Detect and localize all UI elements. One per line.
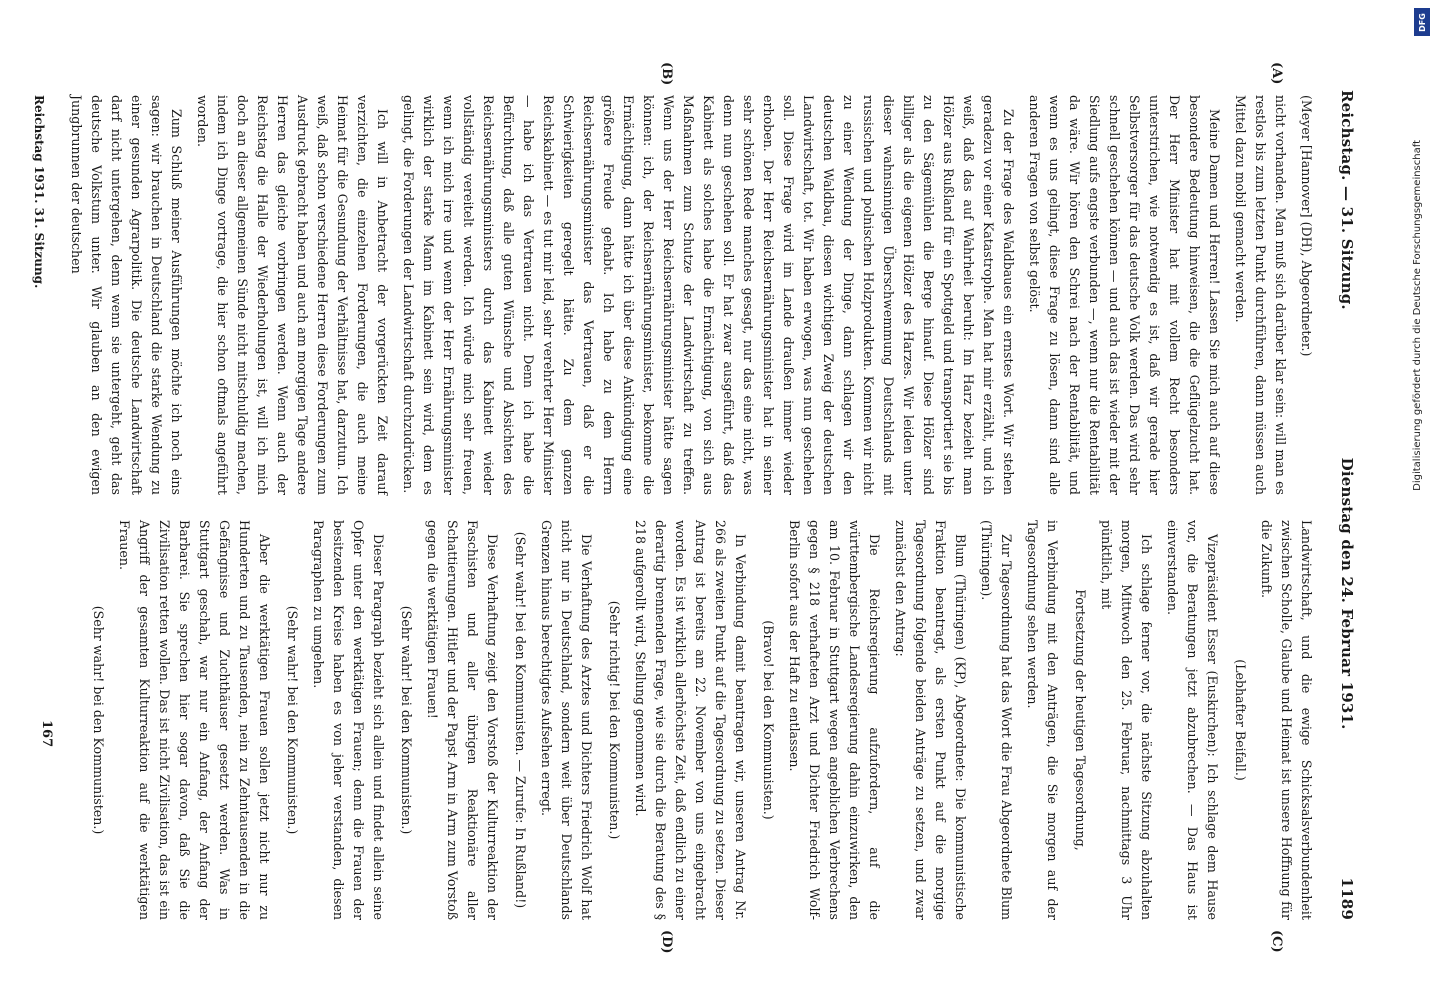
interjection: (Lebhafter Beifall.) <box>1233 659 1248 781</box>
paragraph: In Verbindung damit beantragen wir, unseren Antrag Nr. 266 als zweiten Punkt auf die Tagesordnung zu setzen. Dieser Antrag ist bereits am 22. November von uns eingebracht worden. Es ist wirklich allerhöchste Zeit, daß endlich zu einer derartig brennenden Frage, wie sie durch die Beratung des § 218 aufgerollt wird, Stellung genommen wird. <box>633 520 748 920</box>
interjection: (Sehr wahr! bei den Kommunisten.) <box>285 605 300 835</box>
interjection: (Sehr wahr! bei den Kommunisten. — Zurufe: In Rußland!) <box>513 531 528 909</box>
agenda-item: Fortsetzung der heutigen Tagesordnung, <box>1073 589 1088 851</box>
paragraph: Ich schlage ferner vor, die nächste Sitzung abzuhalten morgen, Mittwoch den 25. Februar, nachmittags 3 Uhr pünktlich, mit <box>1099 520 1154 920</box>
margin-marker-b: (B) <box>659 62 674 86</box>
paragraph: Zum Schluß meiner Ausführungen möchte ich noch eins sagen: wir brauchen in Deutschland die starke Wendung zu einer gesunden Agrarpolitik. Die deutsche Landwirtschaft darf nicht untergehen, denn wenn sie untergeht, geht das deutsche Volkstum unter. Wir glauben an den ewigen Jungbrunnen der deutschen <box>69 95 184 495</box>
header-page-number: 1189 <box>1338 877 1356 920</box>
dfg-logo-icon <box>1414 8 1430 36</box>
interjection: (Sehr richtig! bei den Kommunisten.) <box>607 600 622 840</box>
speaker-line: (Meyer [Hannover] (DH), Abgeordneter.) <box>1299 95 1314 357</box>
credit-sidebar <box>1412 140 1430 900</box>
motion-text: Die Reichsregierung aufzufordern, auf die württembergische Landesregierung dahin einzuwirken, den am 10. Februar in Stuttgart wegen angeblichen Verbrechens gegen § 218 verhafteten Arzt und Dichter Friedrich Wolf-Berlin sofort aus der Haft zu entlassen. <box>787 520 882 920</box>
paragraph: nicht vorhanden. Man muß sich darüber klar sein: will man es restlos bis zum letzten Punkt durchführen, dann müssen auch Mittel dazu mobil gemacht werden. <box>1233 95 1288 495</box>
margin-marker-a: (A) <box>1269 62 1284 85</box>
dfg-logo-text: DFG <box>1417 12 1427 32</box>
page-header <box>1328 90 1356 920</box>
header-date: Dienstag den 24. Februar 1931. <box>1338 457 1356 730</box>
paragraph: Ich will in Anbetracht der vorgerückten Zeit darauf verzichten, die einzelnen Forderungen, die auch meine Heimat für die Gesundung der Verhältnisse hat, darzutun. Ich weiß, daß schon verschiedene Herren diese Forderungen zum Ausdruck gebracht haben und auch am morgigen Tage andere Herren das gleiche vorbringen werden. Wenn auch der Reichstag die Halle der Wiederholungen ist, will ich mich doch an dieser allgemeinen Sünde nicht mitschuldig machen, indem ich Dinge vortrage, die hier schon oftmals angeführt worden. <box>195 95 390 495</box>
header-session: Reichstag. — 31. Sitzung. <box>1338 90 1356 310</box>
paragraph: Diese Verhaftung zeigt den Vorstoß der Kulturreaktion der Faschisten und aller übrigen Reaktionäre aller Schattierungen. Hitler und der Papst Arm in Arm zum Vorstoß gegen die werktätigen Frauen! <box>425 520 500 920</box>
interjection: (Sehr wahr! bei den Kommunisten.) <box>91 605 106 835</box>
margin-marker-c: (C) <box>1269 930 1284 953</box>
paragraph: Die Verhaftung des Arztes und Dichters Friedrich Wolf hat nicht nur in Deutschland, sondern weit über Deutschlands Grenzen hinaus berechtigtes Aufsehen erregt. <box>539 520 594 920</box>
interjection: (Bravo! bei den Kommunisten.) <box>761 620 776 820</box>
paragraph: Zu der Frage des Waldbaues ein ernstes Wort. Wir stehen geradezu vor einer Katastrophe. Man hat mir erzählt, und ich weiß, daß das auf Wahrheit beruht: Im Harz bezieht man Hölzer aus Rußland für ein Spottgeld und transportiert sie bis zu den Sägemühlen die Berge hinauf. Diese Hölzer sind billiger als die eigenen Hölzer des Harzes. Wir leiden unter dieser wahnsinnigen Überschwemmung Deutschlands mit russischen und polnischen Holzprodukten. Kommen wir nicht zu einer Wendung der Dinge, dann schlagen wir den deutschen Waldbau, diesen wichtigen Zweig der deutschen Landwirtschaft, tot. Wir haben erwogen, was nun geschehen soll. Diese Frage wird im Lande draußen immer wieder erhoben. Der Herr Reichsernährungsminister hat in seiner sehr schönen Rede manches gesagt, nur das eine nicht, was denn nun geschehen soll. Er hat zwar ausgeführt, daß das Kabinett als solches habe die Ermächtigung, von sich aus Maßnahmen zum Schutze der Landwirtschaft zu treffen. Wenn uns der Herr Reichsernährungsminister hätte sagen können: ich, der Reichsernährungsminister, bekomme die Ermächtigung, dann hätte ich über diese Ankündigung eine größere Freude gehabt. Ich habe zu dem Herrn Reichsernährungsminister das Vertrauen, daß er die Schwierigkeiten geregelt hätte. Zu dem ganzen Reichskabinett — es tut mir leid, sehr verehrter Herr Minister — habe ich das Vertrauen nicht. Denn ich habe die Befürchtung, daß alle guten Wünsche und Absichten des Reichsernährungsministers durch das Kabinett wieder vollständig vereitelt werden. Ich würde mich sehr freuen, wenn ich mich irre und wenn der Herr Ernährungsminister wirklich der starke Mann im Kabinett sein wird, dem es gelingt, die Forderungen der Landwirtschaft durchzudrücken. <box>401 95 1016 495</box>
paragraph: Zur Tagesordnung hat das Wort die Frau Abgeordnete Blum (Thüringen). <box>979 520 1014 920</box>
interjection: (Sehr wahr! bei den Kommunisten.) <box>399 605 414 835</box>
footer-session: Reichstag 1931. 31. Sitzung. <box>32 95 46 289</box>
footer-signature: 167 <box>39 720 54 748</box>
margin-marker-d: (D) <box>659 930 674 954</box>
paragraph: Vizepräsident Esser (Euskirchen): Ich schlage dem Hause vor, die Beratungen jetzt abzubrechen. — Das Haus ist einverstanden. <box>1165 520 1220 920</box>
paragraph: Blum (Thüringen) (KP), Abgeordnete: Die kommunistische Fraktion beantragt, als ersten Punkt auf die morgige Tagesordnung folgende beiden Anträge zu setzen, und zwar zunächst den Antrag: <box>893 520 968 920</box>
paragraph: Landwirtschaft, und die ewige Schicksalsverbundenheit zwischen Scholle, Glaube und Heimat ist unsere Hoffnung für die Zukunft. <box>1259 520 1314 920</box>
left-column <box>60 95 1316 495</box>
paragraph: in Verbindung mit den Anträgen, die Sie morgen auf der Tagesordnung sehen werden. <box>1025 520 1060 920</box>
right-column <box>80 520 1316 920</box>
paragraph: Dieser Paragraph bezieht sich allein und findet allein seine Opfer unter den werktätigen Frauen; denn die Frauen der besitzenden Kreise haben es von jeher verstanden, diesen Paragraphen zu umgehen. <box>311 520 386 920</box>
credit-text: Digitalisierung gefördert durch die Deutsche Forschungsgemeinschaft <box>1412 140 1423 491</box>
paragraph: Aber die werktätigen Frauen sollen jetzt nicht nur zu Hunderten und zu Tausenden, nein zu Zehntausenden in die Gefängnisse und Zuchthäuser gesetzt werden. Was in Stuttgart geschah, war nur ein Anfang, der Anfang der Barbarei. Sie sprechen hier sogar davon, daß Sie die Zivilisation retten wollen. Das ist nicht Zivilisation, das ist ein Angriff der gesamten Kulturreaktion auf die werktätigen Frauen. <box>117 520 272 920</box>
paragraph: Meine Damen und Herren! Lassen Sie mich auch auf diese besondere Bedeutung hinweisen, die die Geflügelzucht hat. Der Herr Minister hat mit vollem Recht besonders unterstrichen, wie notwendig es ist, daß wir gerade hier Selbstversorger für das deutsche Volk werden. Das wird sehr schnell geschehen können — und auch das ist wieder mit der Siedlung aufs engste verbunden —, wenn nur die Rentabilität da wäre. Wir hören den Schrei nach der Rentabilität, und wenn es uns gelingt, diese Frage zu lösen, dann sind alle anderen Fragen von selbst gelöst. <box>1027 95 1222 495</box>
